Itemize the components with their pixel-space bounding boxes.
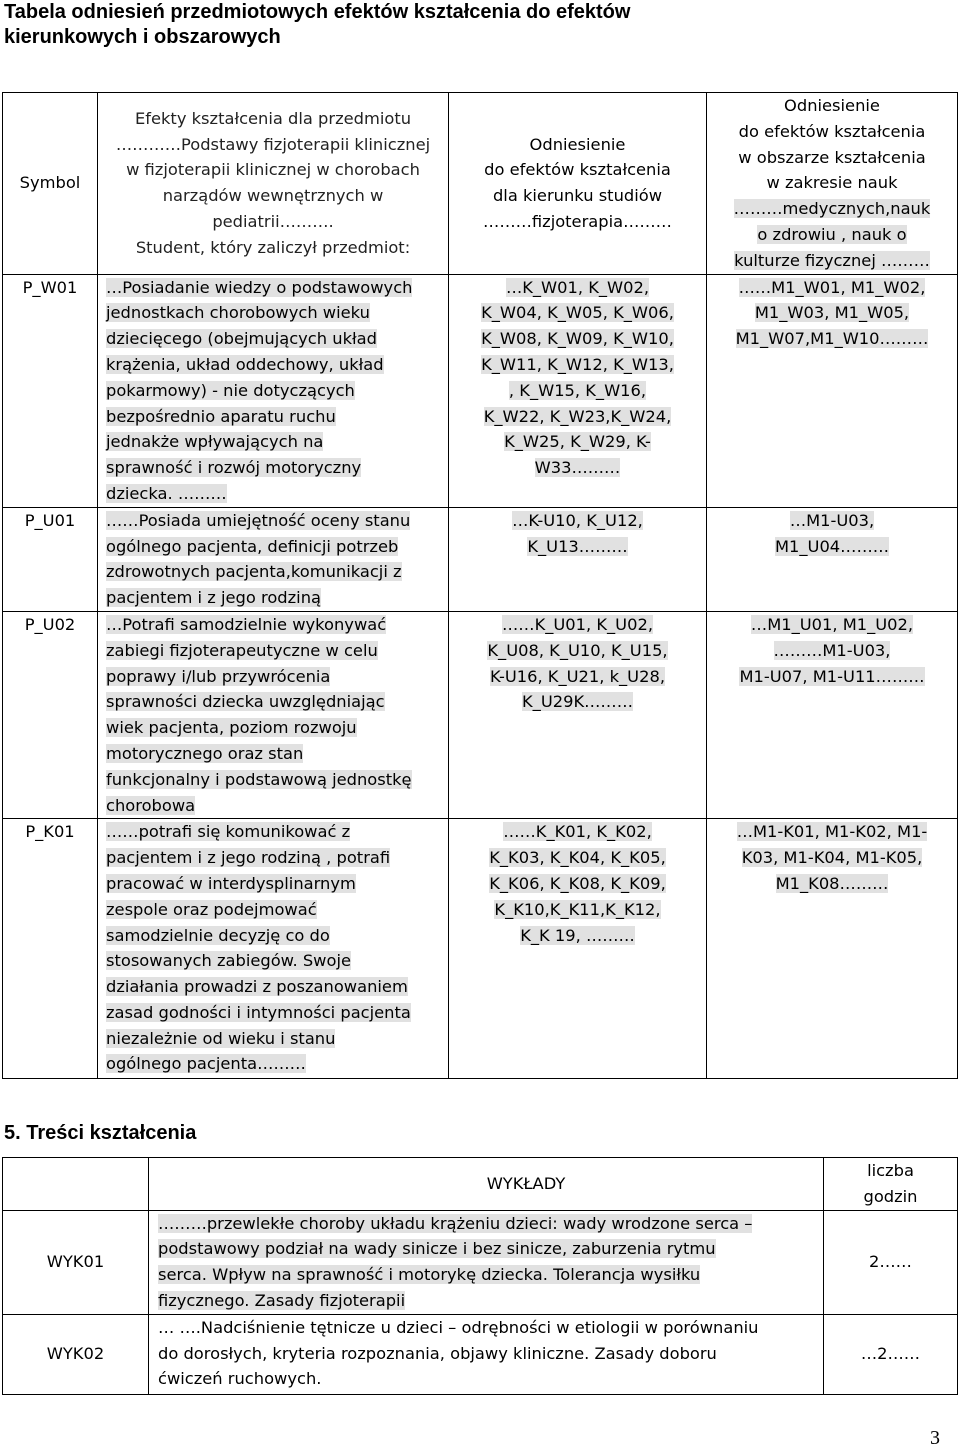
text-line: działania prowadzi z poszanowaniem (106, 977, 408, 997)
text-line: zabiegi fizjoterapeutyczne w celu (106, 640, 378, 660)
table-row (3, 1314, 958, 1394)
lecture-content (149, 1314, 824, 1394)
row-field-codes (449, 507, 707, 611)
text-line: , K_W15, K_W16, (508, 380, 647, 400)
lecture-content (149, 1210, 824, 1314)
row-area-codes (707, 507, 958, 611)
text-line: K_U08, K_U10, K_U15, (487, 640, 668, 660)
text-line: K_U13……… (527, 536, 628, 556)
text-line: K_K 19, ……… (520, 925, 635, 945)
text-line: ………fizjoterapia……… (483, 212, 672, 232)
text-line: serca. Wpływ na sprawność i motorykę dziecka. Tolerancja wysiłku (158, 1265, 701, 1285)
text-line: pacjentem i z jego rodziną (106, 588, 321, 608)
text-line: K_U29K……… (522, 692, 633, 712)
text-line: dziecięcego (obejmujących układ (106, 329, 377, 349)
header-area-reference (707, 93, 958, 275)
text-line: kulturze fizycznej ……… (734, 250, 930, 270)
text-line: ……Posiada umiejętność oceny stanu (106, 510, 411, 530)
text-line: sprawność i rozwój motoryczny (106, 458, 362, 478)
text-line: ………M1-U03, (773, 640, 891, 660)
table-row (3, 507, 958, 611)
text-line: M1_K08……… (775, 873, 889, 893)
text-line: do efektów kształcenia (484, 160, 671, 180)
text-line: pediatrii………. (212, 212, 334, 232)
text-line: podstawowy podział na wady sinicze i bez sinicze, zaburzenia rytmu (158, 1239, 716, 1259)
text-line: …M1-U03, (789, 510, 875, 530)
text-line: ogólnego pacjenta……… (106, 1054, 306, 1074)
text-line: ………przewlekłe choroby układu krążeniu dzieci: wady wrodzone serca – (158, 1213, 753, 1233)
text-line: M1_W03, M1_W05, (754, 303, 910, 323)
text-line: K_K03, K_K04, K_K05, (489, 848, 666, 868)
effects-table (2, 92, 958, 1079)
text-line: o zdrowiu , nauk o (757, 224, 907, 244)
lectures-table (2, 1157, 958, 1395)
page-number: 3 (930, 1427, 940, 1449)
header-empty-cell (3, 1158, 149, 1211)
text-line: dziecka. ……… (106, 483, 227, 503)
row-area-codes (707, 274, 958, 507)
text-line: …K_W01, K_W02, (505, 277, 650, 297)
text-line: ………medycznych,nauk (733, 199, 931, 219)
text-line: w zakresie nauk (766, 173, 898, 193)
text-line: zdrowotnych pacjenta,komunikacji z (106, 562, 402, 582)
row-field-codes (449, 611, 707, 818)
text-line: sprawności dziecka uwzględniając (106, 692, 385, 712)
text-line: zespole oraz podejmować (106, 899, 317, 919)
text-line: Efekty kształcenia dla przedmiotu (134, 108, 412, 128)
table-row (3, 819, 958, 1079)
text-line: K_W22, K_W23,K_W24, (483, 406, 672, 426)
table-row (3, 1210, 958, 1314)
text-line: …Potrafi samodzielnie wykonywać (106, 614, 387, 634)
text-line: stosowanych zabiegów. Swoje (106, 951, 351, 971)
text-line: K_W25, K_W29, K- (504, 432, 651, 452)
text-line: narządów wewnętrznych w (162, 186, 384, 206)
text-line: ……M1_W01, M1_W02, (738, 277, 926, 297)
text-line: Student, który zaliczył przedmiot: (135, 237, 411, 257)
text-line: zasad godności i intymności pacjenta (106, 1002, 411, 1022)
text-line: liczba (867, 1161, 914, 1180)
text-line: K-U16, K_U21, k_U28, (489, 666, 665, 686)
text-line: chorobowa (106, 795, 196, 815)
row-description (98, 507, 449, 611)
header-effects (98, 93, 449, 275)
text-line: do efektów kształcenia (738, 121, 926, 141)
row-symbol: P_W01 (3, 274, 98, 507)
lecture-code: WYK02 (3, 1314, 149, 1394)
document-title (4, 0, 764, 50)
text-line: K_W04, K_W05, K_W06, (481, 303, 674, 323)
section-heading: 5. Treści kształcenia (4, 1122, 197, 1144)
text-line: …M1_U01, M1_U02, (750, 614, 914, 634)
header-symbol: Symbol (3, 93, 98, 275)
text-line: pracować w interdysplinarnym (106, 873, 356, 893)
text-line: K_K10,K_K11,K_K12, (494, 899, 661, 919)
text-line: motorycznego oraz stan (106, 743, 304, 763)
row-symbol: P_U01 (3, 507, 98, 611)
text-line: fizycznego. Zasady fizjoterapii (158, 1290, 406, 1310)
table-row (3, 274, 958, 507)
text-line: ……K_K01, K_K02, (503, 822, 652, 842)
text-line: …M1-K01, M1-K02, M1- (736, 822, 928, 842)
lecture-hours: 2…… (824, 1210, 958, 1314)
row-area-codes (707, 611, 958, 818)
text-line: godzin (863, 1186, 918, 1206)
text-line: krążenia, układ oddechowy, układ (106, 354, 384, 374)
lectures-header (3, 1158, 958, 1211)
header-field-reference (449, 93, 707, 275)
lecture-hours: …2…… (824, 1314, 958, 1394)
row-field-codes (449, 274, 707, 507)
header-lectures: WYKŁADY (149, 1158, 824, 1211)
text-line: …………Podstawy fizjoterapii klinicznej (115, 134, 431, 154)
text-line: … ….Nadciśnienie tętnicze u dzieci – odrębności w etiologii w porównaniu (158, 1317, 759, 1337)
title-line-2: kierunkowych i obszarowych (4, 26, 281, 48)
text-line: wiek pacjenta, poziom rozwoju (106, 718, 357, 738)
row-description (98, 611, 449, 818)
text-line: ogólnego pacjenta, definicji potrzeb (106, 536, 399, 556)
text-line: M1_U04……… (774, 536, 890, 556)
row-area-codes (707, 819, 958, 1079)
text-line: poprawy i/lub przywrócenia (106, 666, 331, 686)
text-line: funkcjonalny i podstawową jednostkę (106, 769, 412, 789)
text-line: ……K_U01, K_U02, (502, 614, 653, 634)
row-symbol: P_K01 (3, 819, 98, 1079)
text-line: W33……… (534, 458, 621, 478)
text-line: M1_W07,M1_W10……… (735, 329, 929, 349)
text-line: w obszarze kształcenia (738, 147, 926, 167)
text-line: Odniesienie (529, 134, 626, 154)
text-line: pacjentem i z jego rodziną , potrafi (106, 848, 391, 868)
text-line: samodzielnie decyzję co do (106, 925, 330, 945)
text-line: ćwiczeń ruchowych. (158, 1369, 322, 1389)
text-line: K_W08, K_W09, K_W10, (481, 329, 674, 349)
text-line: niezależnie od wieku i stanu (106, 1028, 336, 1048)
text-line: Odniesienie (784, 96, 880, 115)
row-symbol: P_U02 (3, 611, 98, 818)
text-line: bezpośrednio aparatu ruchu (106, 406, 336, 426)
text-line: …Posiadanie wiedzy o podstawowych (106, 277, 413, 297)
row-description (98, 819, 449, 1079)
row-description (98, 274, 449, 507)
lecture-code: WYK01 (3, 1210, 149, 1314)
text-line: …K-U10, K_U12, (512, 510, 643, 530)
effects-table-header (3, 93, 958, 275)
text-line: M1-U07, M1-U11……… (739, 666, 925, 686)
text-line: K03, M1-K04, M1-K05, (741, 848, 923, 868)
text-line: do dorosłych, kryteria rozpoznania, objawy kliniczne. Zasady doboru (158, 1343, 717, 1363)
text-line: K_K06, K_K08, K_K09, (489, 873, 666, 893)
text-line: ……potrafi się komunikować z (106, 822, 351, 842)
row-field-codes (449, 819, 707, 1079)
text-line: pokarmowy) - nie dotyczących (106, 380, 355, 400)
text-line: dla kierunku studiów (492, 186, 663, 206)
table-row (3, 611, 958, 818)
text-line: jednakże wpływających na (106, 432, 324, 452)
text-line: w fizjoterapii klinicznej w chorobach (126, 160, 420, 180)
title-line-1: Tabela odniesień przedmiotowych efektów kształcenia do efektów (4, 1, 631, 23)
text-line: K_W11, K_W12, K_W13, (481, 354, 674, 374)
header-hours (824, 1158, 958, 1211)
text-line: jednostkach chorobowych wieku (106, 303, 370, 323)
